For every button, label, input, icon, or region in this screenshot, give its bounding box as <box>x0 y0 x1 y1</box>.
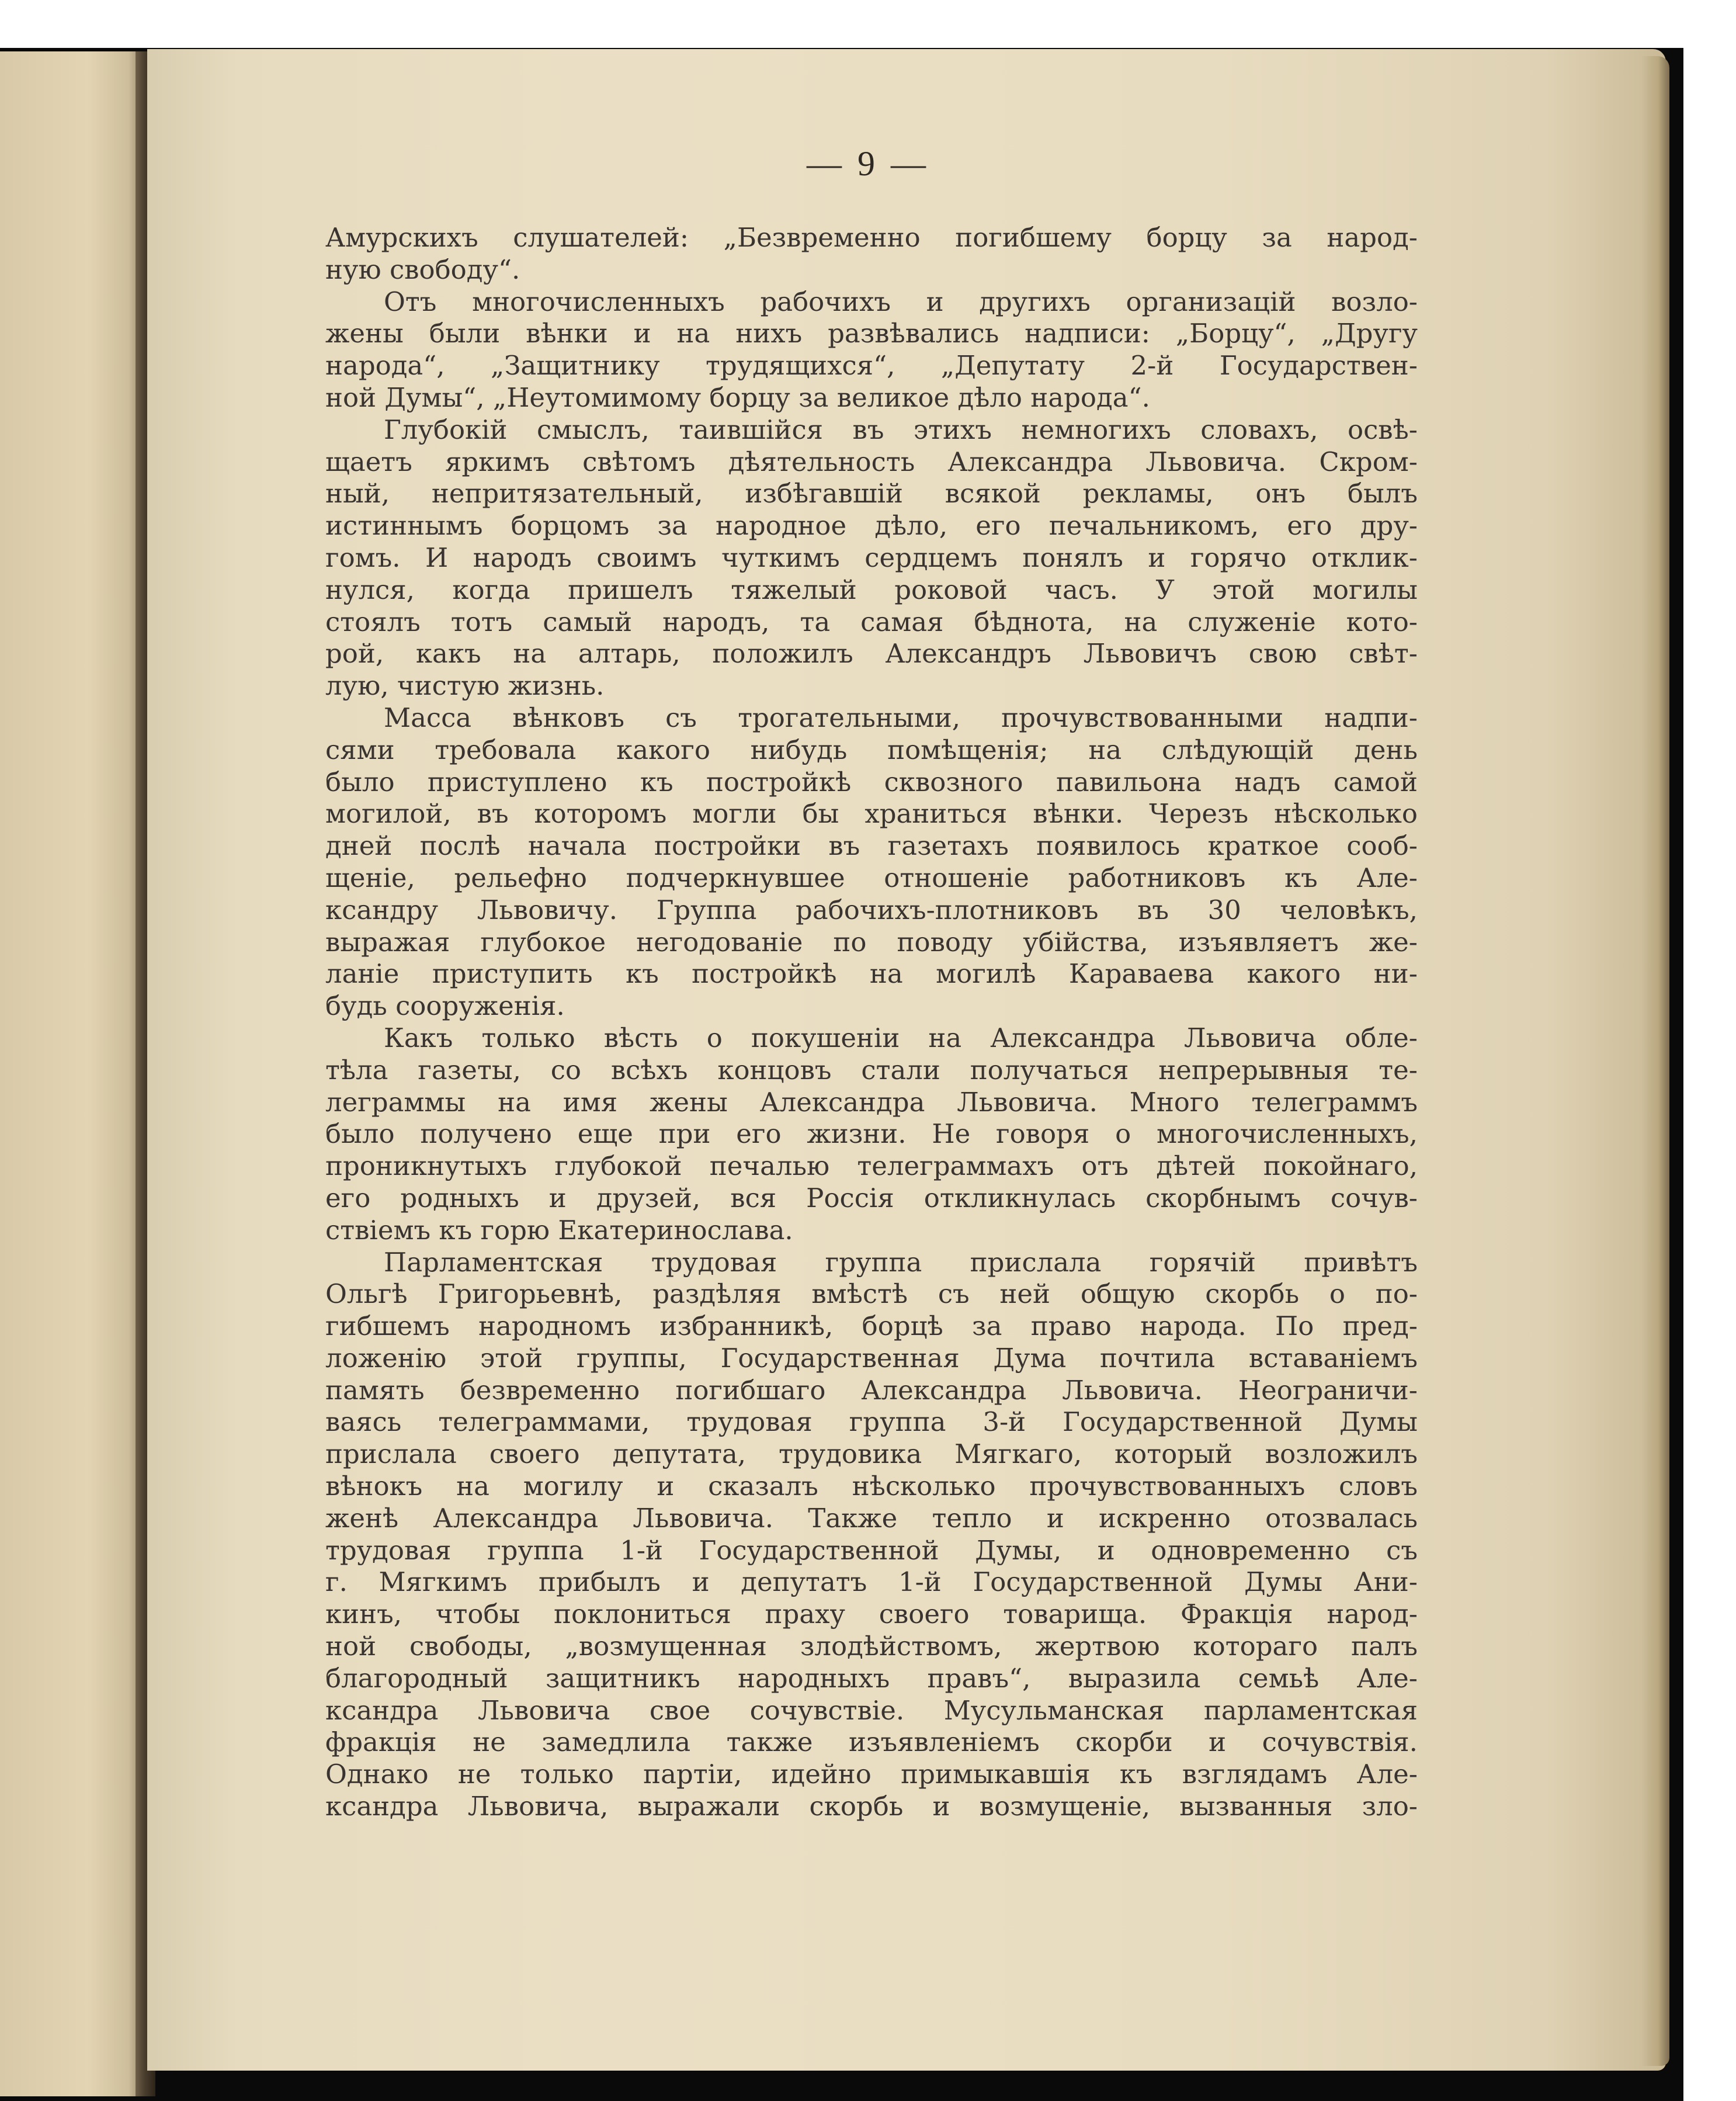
text-line: щаетъ яркимъ свѣтомъ дѣятельность Александра Львовича. Скром- <box>325 446 1418 477</box>
text-line: ную свободу“. <box>325 254 520 285</box>
page-outer-edge <box>1641 56 1669 2066</box>
text-line: рой, какъ на алтарь, положилъ Александръ Львовичъ свою свѣт- <box>325 638 1418 670</box>
left-page-edge <box>0 51 146 2096</box>
text-line: ваясь телеграммами, трудовая группа 3-й Государственной Думы <box>325 1406 1418 1438</box>
text-line: Какъ только вѣсть о покушеніи на Александра Львовича обле- <box>384 1022 1418 1053</box>
text-line: было приступлено къ постройкѣ сквозного павильона надъ самой <box>325 766 1418 798</box>
text-line: ствіемъ къ горю Екатеринослава. <box>325 1214 793 1246</box>
text-line: тѣла газеты, со всѣхъ концовъ стали получаться непрерывныя те- <box>325 1054 1418 1086</box>
text-line: сями требовала какого нибудь помѣщенія; на слѣдующій день <box>325 734 1418 765</box>
text-line: леграммы на имя жены Александра Львовича. Много телеграммъ <box>325 1086 1418 1118</box>
text-line: фракція не замедлила также изъявленіемъ скорби и сочувствія. <box>325 1726 1418 1758</box>
text-line: лую, чистую жизнь. <box>325 670 605 702</box>
text-line: гомъ. И народъ своимъ чуткимъ сердцемъ понялъ и горячо отклик- <box>325 542 1418 573</box>
text-line: Глубокій смыслъ, таившійся въ этихъ немногихъ словахъ, освѣ- <box>384 414 1418 445</box>
text-line: будь сооруженія. <box>325 990 565 1022</box>
text-line: Парламентская трудовая группа прислала горячій привѣтъ <box>384 1246 1418 1278</box>
text-line: ной свободы, „возмущенная злодѣйствомъ, жертвою котораго палъ <box>325 1631 1418 1662</box>
body-text <box>325 222 1418 1823</box>
text-line: могилой, въ которомъ могли бы храниться вѣнки. Черезъ нѣсколько <box>325 798 1418 830</box>
text-line: вѣнокъ на могилу и сказалъ нѣсколько прочувствованныхъ словъ <box>325 1471 1418 1502</box>
text-line: трудовая группа 1-й Государственной Думы, и одновременно съ <box>325 1534 1418 1566</box>
text-line: г. Мягкимъ прибылъ и депутатъ 1-й Государственной Думы Ани- <box>325 1566 1418 1598</box>
text-line: жены были вѣнки и на нихъ развѣвались надписи: „Борцу“, „Другу <box>325 318 1418 349</box>
text-line: его родныхъ и друзей, вся Россія откликнулась скорбнымъ сочув- <box>325 1182 1418 1214</box>
text-line: ложенію этой группы, Государственная Дума почтила вставаніемъ <box>325 1342 1418 1374</box>
text-line: народа“, „Защитнику трудящихся“, „Депутату 2-й Государствен- <box>325 350 1418 382</box>
text-line: истиннымъ борцомъ за народное дѣло, его печальникомъ, его дру- <box>325 510 1418 542</box>
text-line: ксандра Львовича свое сочувствіе. Мусульманская парламентская <box>325 1694 1418 1726</box>
text-line: кинъ, чтобы поклониться праху своего товарища. Фракція народ- <box>325 1599 1418 1630</box>
text-line: ной Думы“, „Неутомимому борцу за великое дѣло народа“. <box>325 382 1150 413</box>
text-line: стоялъ тотъ самый народъ, та самая бѣднота, на служеніе кото- <box>325 606 1418 637</box>
text-line: женѣ Александра Львовича. Также тепло и искренно отозвалась <box>325 1502 1418 1534</box>
text-line: Масса вѣнковъ съ трогательными, прочувствованными надпи- <box>384 702 1418 733</box>
text-line: прислала своего депутата, трудовика Мягкаго, который возложилъ <box>325 1438 1418 1470</box>
page-number: — 9 — <box>807 144 929 183</box>
text-line: проникнутыхъ глубокой печалью телеграммахъ отъ дѣтей покойнаго, <box>325 1150 1418 1182</box>
text-line: ксандру Львовичу. Группа рабочихъ-плотниковъ въ 30 человѣкъ, <box>325 894 1418 925</box>
text-line: благородный защитникъ народныхъ правъ“, выразила семьѣ Але- <box>325 1662 1418 1694</box>
text-line: Отъ многочисленныхъ рабочихъ и другихъ организацій возло- <box>384 286 1418 317</box>
text-line: ксандра Львовича, выражали скорбь и возмущеніе, вызванныя зло- <box>325 1791 1418 1822</box>
text-line: Ольгѣ Григорьевнѣ, раздѣляя вмѣстѣ съ ней общую скорбь о по- <box>325 1278 1418 1310</box>
text-line: Амурскихъ слушателей: „Безвременно погибшему борцу за народ- <box>325 222 1418 253</box>
text-line: щеніе, рельефно подчеркнувшее отношеніе работниковъ къ Але- <box>325 862 1418 893</box>
text-line: нулся, когда пришелъ тяжелый роковой часъ. У этой могилы <box>325 574 1418 605</box>
text-line: было получено еще при его жизни. Не говоря о многочисленныхъ, <box>325 1118 1418 1150</box>
text-line: память безвременно погибшаго Александра Львовича. Неограничи- <box>325 1374 1418 1406</box>
text-line: выражая глубокое негодованіе по поводу убійства, изъявляетъ же- <box>325 926 1418 958</box>
text-line: ный, непритязательный, избѣгавшій всякой рекламы, онъ былъ <box>325 478 1418 509</box>
text-line: гибшемъ народномъ избранникѣ, борцѣ за право народа. По пред- <box>325 1310 1418 1342</box>
text-line: Однако не только партіи, идейно примыкавшія къ взглядамъ Але- <box>325 1759 1418 1790</box>
text-line: дней послѣ начала постройки въ газетахъ появилось краткое сооб- <box>325 830 1418 862</box>
text-line: ланіе приступить къ постройкѣ на могилѣ Караваева какого ни- <box>325 958 1418 990</box>
